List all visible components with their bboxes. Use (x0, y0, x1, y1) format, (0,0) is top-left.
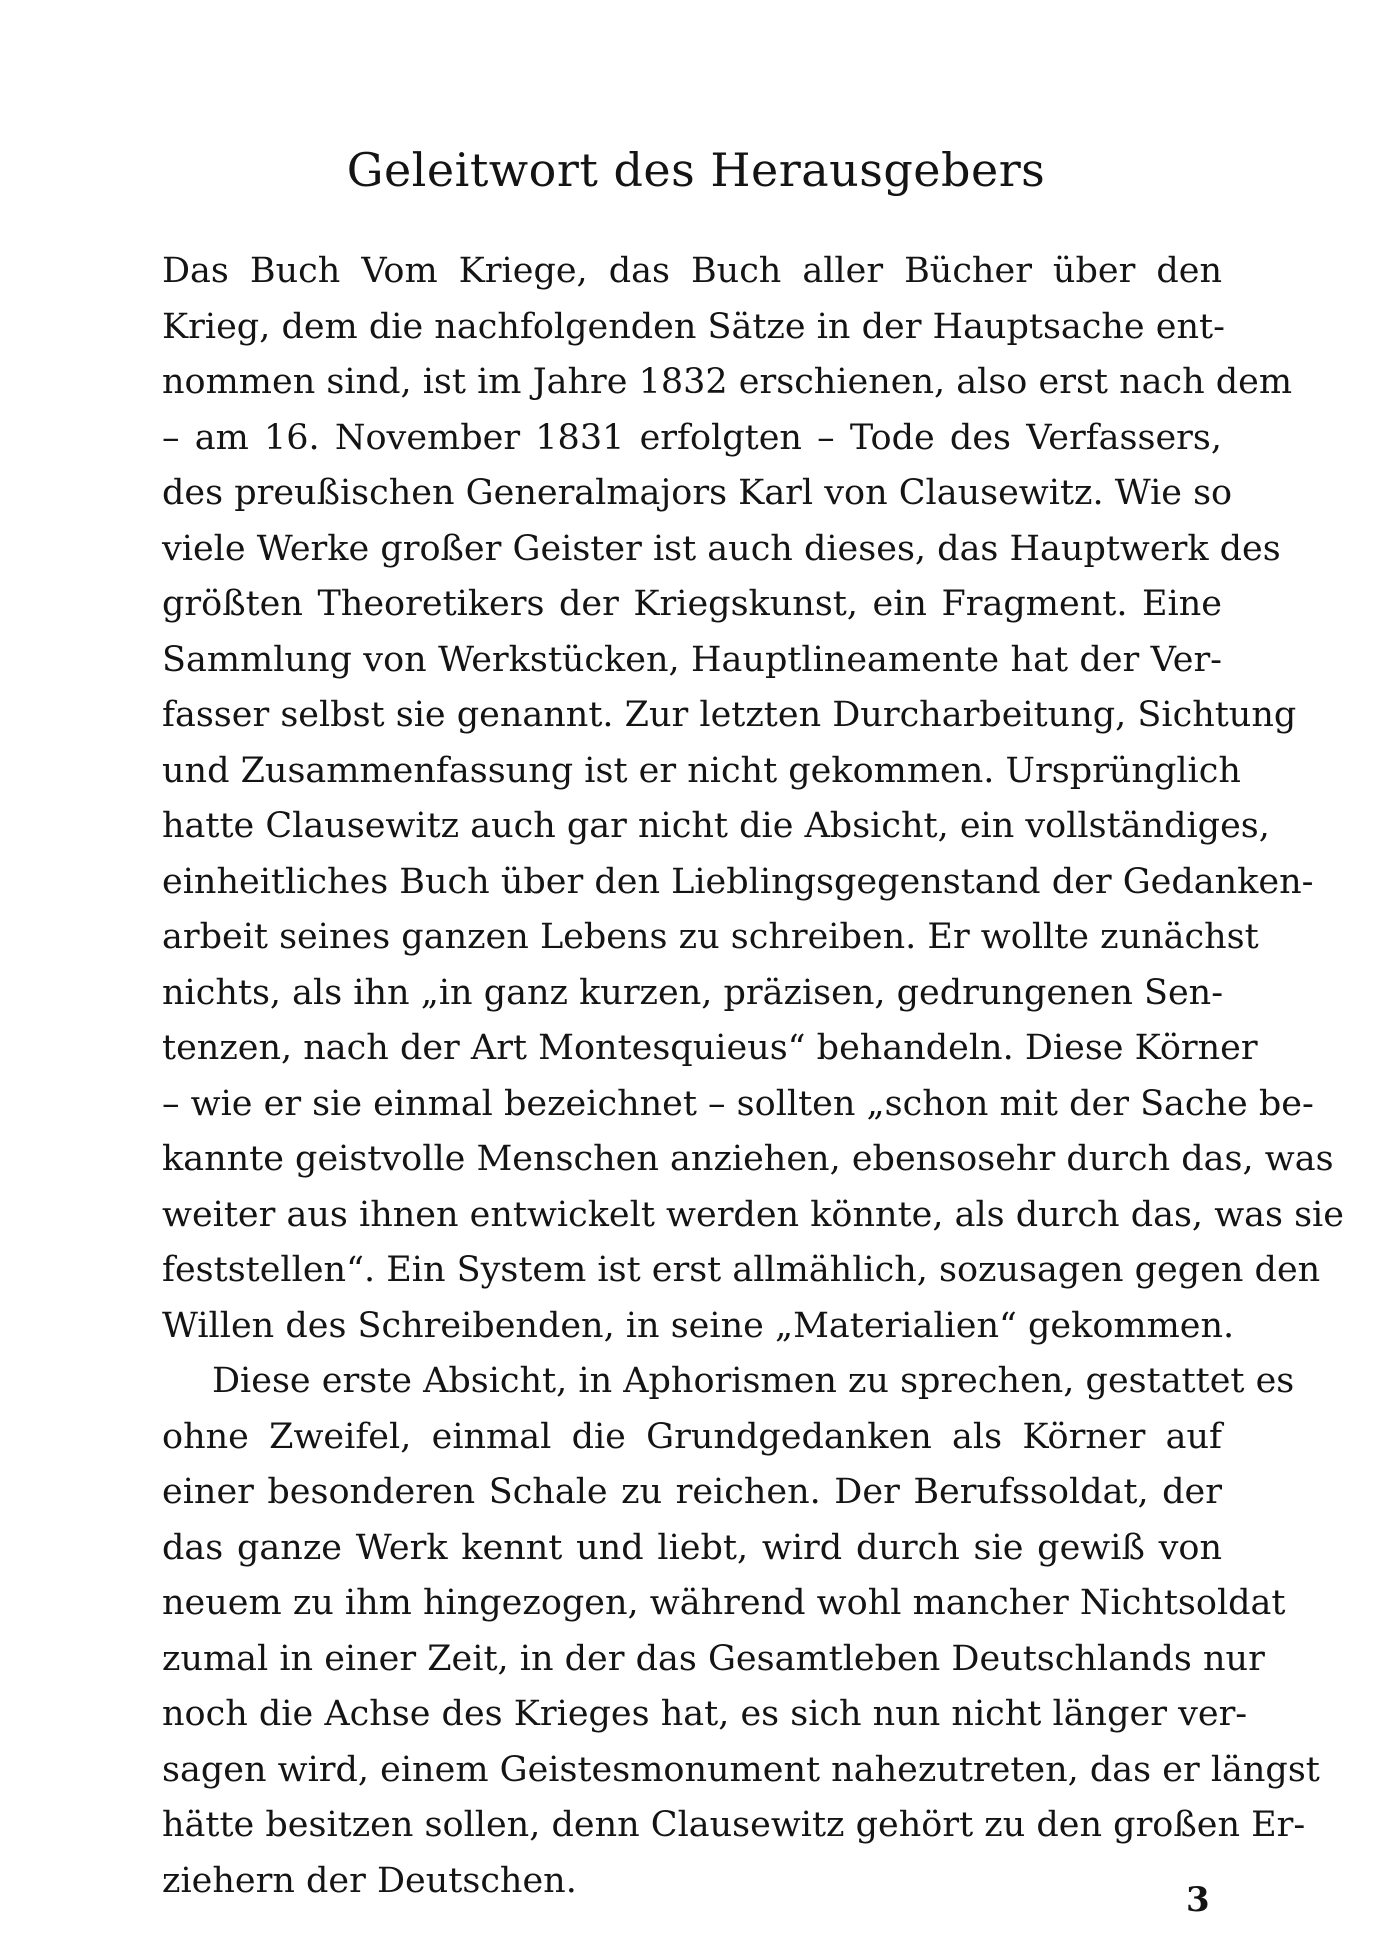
text-line: nichts, als ihn „in ganz kurzen, präzisen, gedrungenen Sen- (162, 972, 1224, 1013)
text-line: Krieg, dem die nachfolgenden Sätze in der Hauptsache ent- (162, 306, 1225, 347)
text-line: neuem zu ihm hingezogen, während wohl mancher Nichtsoldat (162, 1583, 1286, 1623)
text-line: – wie er sie einmal bezeichnet – sollten „schon mit der Sache be- (162, 1083, 1314, 1124)
text-line: tenzen, nach der Art Montesquieus“ behandeln. Diese Körner (162, 1028, 1258, 1068)
text-line: Sammlung von Werkstücken, Hauptlineamente hat der Ver- (162, 639, 1222, 680)
text-line: hatte Clausewitz auch gar nicht die Absicht, ein vollständiges, (162, 806, 1270, 846)
text-line: zumal in einer Zeit, in der das Gesamtleben Deutschlands nur (162, 1638, 1265, 1679)
text-line: – am 16. November 1831 erfolgten – Tode des Verfassers, (162, 417, 1222, 458)
text-line: arbeit seines ganzen Lebens zu schreiben. Er wollte zunächst (162, 917, 1259, 957)
text-line: weiter aus ihnen entwickelt werden könnte, als durch das, was sie (162, 1194, 1344, 1235)
text-line: das ganze Werk kennt und liebt, wird durch sie gewiß von (162, 1527, 1222, 1568)
text-line: ohne Zweifel, einmal die Grundgedanken als Körner auf (162, 1416, 1222, 1457)
text-line: sagen wird, einem Geistesmonument nahezutreten, das er längst (162, 1749, 1320, 1790)
text-line: hätte besitzen sollen, denn Clausewitz gehört zu den großen Er- (162, 1805, 1306, 1845)
text-line: fasser selbst sie genannt. Zur letzten Durcharbeitung, Sichtung (162, 695, 1297, 735)
text-line: und Zusammenfassung ist er nicht gekommen. Ursprünglich (162, 750, 1241, 791)
text-line: ziehern der Deutschen. (162, 1860, 577, 1901)
text-line: einheitliches Buch über den Lieblingsgegenstand der Gedanken- (162, 861, 1314, 902)
text-line: viele Werke großer Geister ist auch dieses, das Hauptwerk des (162, 528, 1281, 569)
text-line: Willen des Schreibenden, in seine „Materialien“ gekommen. (162, 1305, 1235, 1346)
text-line: kannte geistvolle Menschen anziehen, ebensosehr durch das, was (162, 1139, 1334, 1179)
body-text (162, 244, 1344, 1909)
page-number: 3 (1186, 1880, 1210, 1920)
text-line: nommen sind, ist im Jahre 1832 erschienen, also erst nach dem (162, 362, 1293, 402)
text-line: des preußischen Generalmajors Karl von Clausewitz. Wie so (162, 473, 1233, 513)
text-line: feststellen“. Ein System ist erst allmählich, sozusagen gegen den (162, 1250, 1321, 1290)
text-line: Das Buch Vom Kriege, das Buch aller Bücher über den (162, 251, 1222, 291)
text-line: einer besonderen Schale zu reichen. Der Berufssoldat, der (162, 1472, 1222, 1512)
text-line: Diese erste Absicht, in Aphorismen zu sprechen, gestattet es (212, 1361, 1295, 1401)
page-title: Geleitwort des Herausgebers (346, 143, 1046, 197)
text-line: größten Theoretikers der Kriegskunst, ein Fragment. Eine (162, 584, 1222, 624)
text-line: noch die Achse des Krieges hat, es sich nun nicht länger ver- (162, 1694, 1248, 1734)
